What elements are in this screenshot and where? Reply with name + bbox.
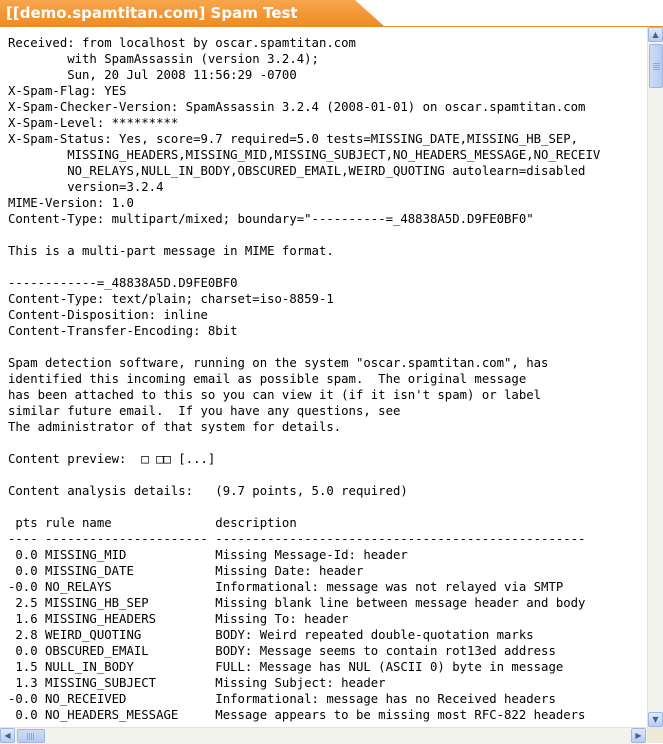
scroll-up-button[interactable] — [648, 27, 663, 42]
message-viewport[interactable] — [0, 27, 647, 727]
message-line: has been attached to this so you can view it (if it isn't spam) or label — [8, 388, 542, 402]
message-line — [8, 467, 647, 483]
message-line: 0.0 MISSING_MID Missing Message-Id: header — [8, 548, 408, 562]
message-line: 1.5 NULL_IN_BODY FULL: Message has NUL (ASCII 0) byte in message — [8, 660, 564, 674]
message-line: 0.0 OBSCURED_EMAIL BODY: Message seems to contain rot13ed address — [8, 644, 556, 658]
message-line: similar future email. If you have any questions, see — [8, 404, 401, 418]
horizontal-scroll-thumb[interactable] — [17, 729, 45, 743]
message-line: Content preview: □ □□ [...] — [8, 452, 216, 466]
arrow-down-icon: ▼ — [652, 714, 659, 724]
message-line: 2.8 WEIRD_QUOTING BODY: Weird repeated double-quotation marks — [8, 628, 534, 642]
message-line: Sun, 20 Jul 2008 11:56:29 -0700 — [8, 68, 297, 82]
horizontal-scrollbar[interactable] — [0, 727, 647, 744]
message-line: MISSING_HEADERS,MISSING_MID,MISSING_SUBJECT,NO_HEADERS_MESSAGE,NO_RECEIV — [8, 148, 601, 162]
vertical-scrollbar[interactable] — [647, 27, 663, 727]
message-line: Spam detection software, running on the system "oscar.spamtitan.com", has — [8, 356, 549, 370]
scroll-down-button[interactable] — [648, 712, 663, 727]
message-line: -0.0 NO_RELAYS Informational: message was not relayed via SMTP — [8, 580, 564, 594]
vertical-scroll-thumb[interactable] — [649, 44, 663, 88]
title-bar — [0, 0, 663, 27]
scroll-left-button[interactable] — [0, 728, 15, 743]
message-line — [8, 339, 647, 355]
arrow-up-icon: ▲ — [652, 29, 659, 39]
message-line: identified this incoming email as possible spam. The original message — [8, 372, 527, 386]
message-line: 0.0 MISSING_DATE Missing Date: header — [8, 564, 364, 578]
message-line: MIME-Version: 1.0 — [8, 196, 134, 210]
message-line — [8, 259, 647, 275]
message-line: pts rule name description — [8, 516, 297, 530]
window-title: [[demo.spamtitan.com] Spam Test — [6, 4, 298, 22]
message-source-text — [0, 27, 647, 723]
arrow-left-icon: ◀ — [4, 730, 11, 740]
message-line: The administrator of that system for details. — [8, 420, 342, 434]
message-line: Content-Disposition: inline — [8, 308, 208, 322]
message-line: X-Spam-Level: ********* — [8, 116, 179, 130]
message-line: -0.0 NO_RECEIVED Informational: message has no Received headers — [8, 692, 556, 706]
scroll-right-button[interactable] — [631, 728, 646, 743]
message-line: with SpamAssassin (version 3.2.4); — [8, 52, 319, 66]
message-line: version=3.2.4 — [8, 180, 164, 194]
arrow-right-icon: ▶ — [635, 730, 642, 740]
message-line: Content-Type: text/plain; charset=iso-8859-1 — [8, 292, 334, 306]
message-line: Received: from localhost by oscar.spamtitan.com — [8, 36, 356, 50]
message-line: ---- ---------------------- -------------------------------------------------- — [8, 532, 586, 546]
message-line: 1.3 MISSING_SUBJECT Missing Subject: header — [8, 676, 386, 690]
message-line: NO_RELAYS,NULL_IN_BODY,OBSCURED_EMAIL,WEIRD_QUOTING autolearn=disabled — [8, 164, 586, 178]
message-line: ------------=_48838A5D.D9FE0BF0 — [8, 276, 238, 290]
message-line — [8, 499, 647, 515]
message-line: 2.5 MISSING_HB_SEP Missing blank line between message header and body — [8, 596, 586, 610]
message-line — [8, 435, 647, 451]
message-line: Content analysis details: (9.7 points, 5.0 required) — [8, 484, 408, 498]
message-line: Content-Type: multipart/mixed; boundary="----------=_48838A5D.D9FE0BF0" — [8, 212, 534, 226]
scrollbar-corner — [647, 727, 663, 743]
message-line: Content-Transfer-Encoding: 8bit — [8, 324, 238, 338]
message-line: 0.0 NO_HEADERS_MESSAGE Message appears to be missing most RFC-822 headers — [8, 708, 586, 722]
message-line: This is a multi-part message in MIME format. — [8, 244, 334, 258]
message-line: X-Spam-Flag: YES — [8, 84, 127, 98]
message-line — [8, 227, 647, 243]
message-line: 1.6 MISSING_HEADERS Missing To: header — [8, 612, 349, 626]
message-line: X-Spam-Checker-Version: SpamAssassin 3.2.4 (2008-01-01) on oscar.spamtitan.com — [8, 100, 586, 114]
message-line: X-Spam-Status: Yes, score=9.7 required=5.0 tests=MISSING_DATE,MISSING_HB_SEP, — [8, 132, 579, 146]
